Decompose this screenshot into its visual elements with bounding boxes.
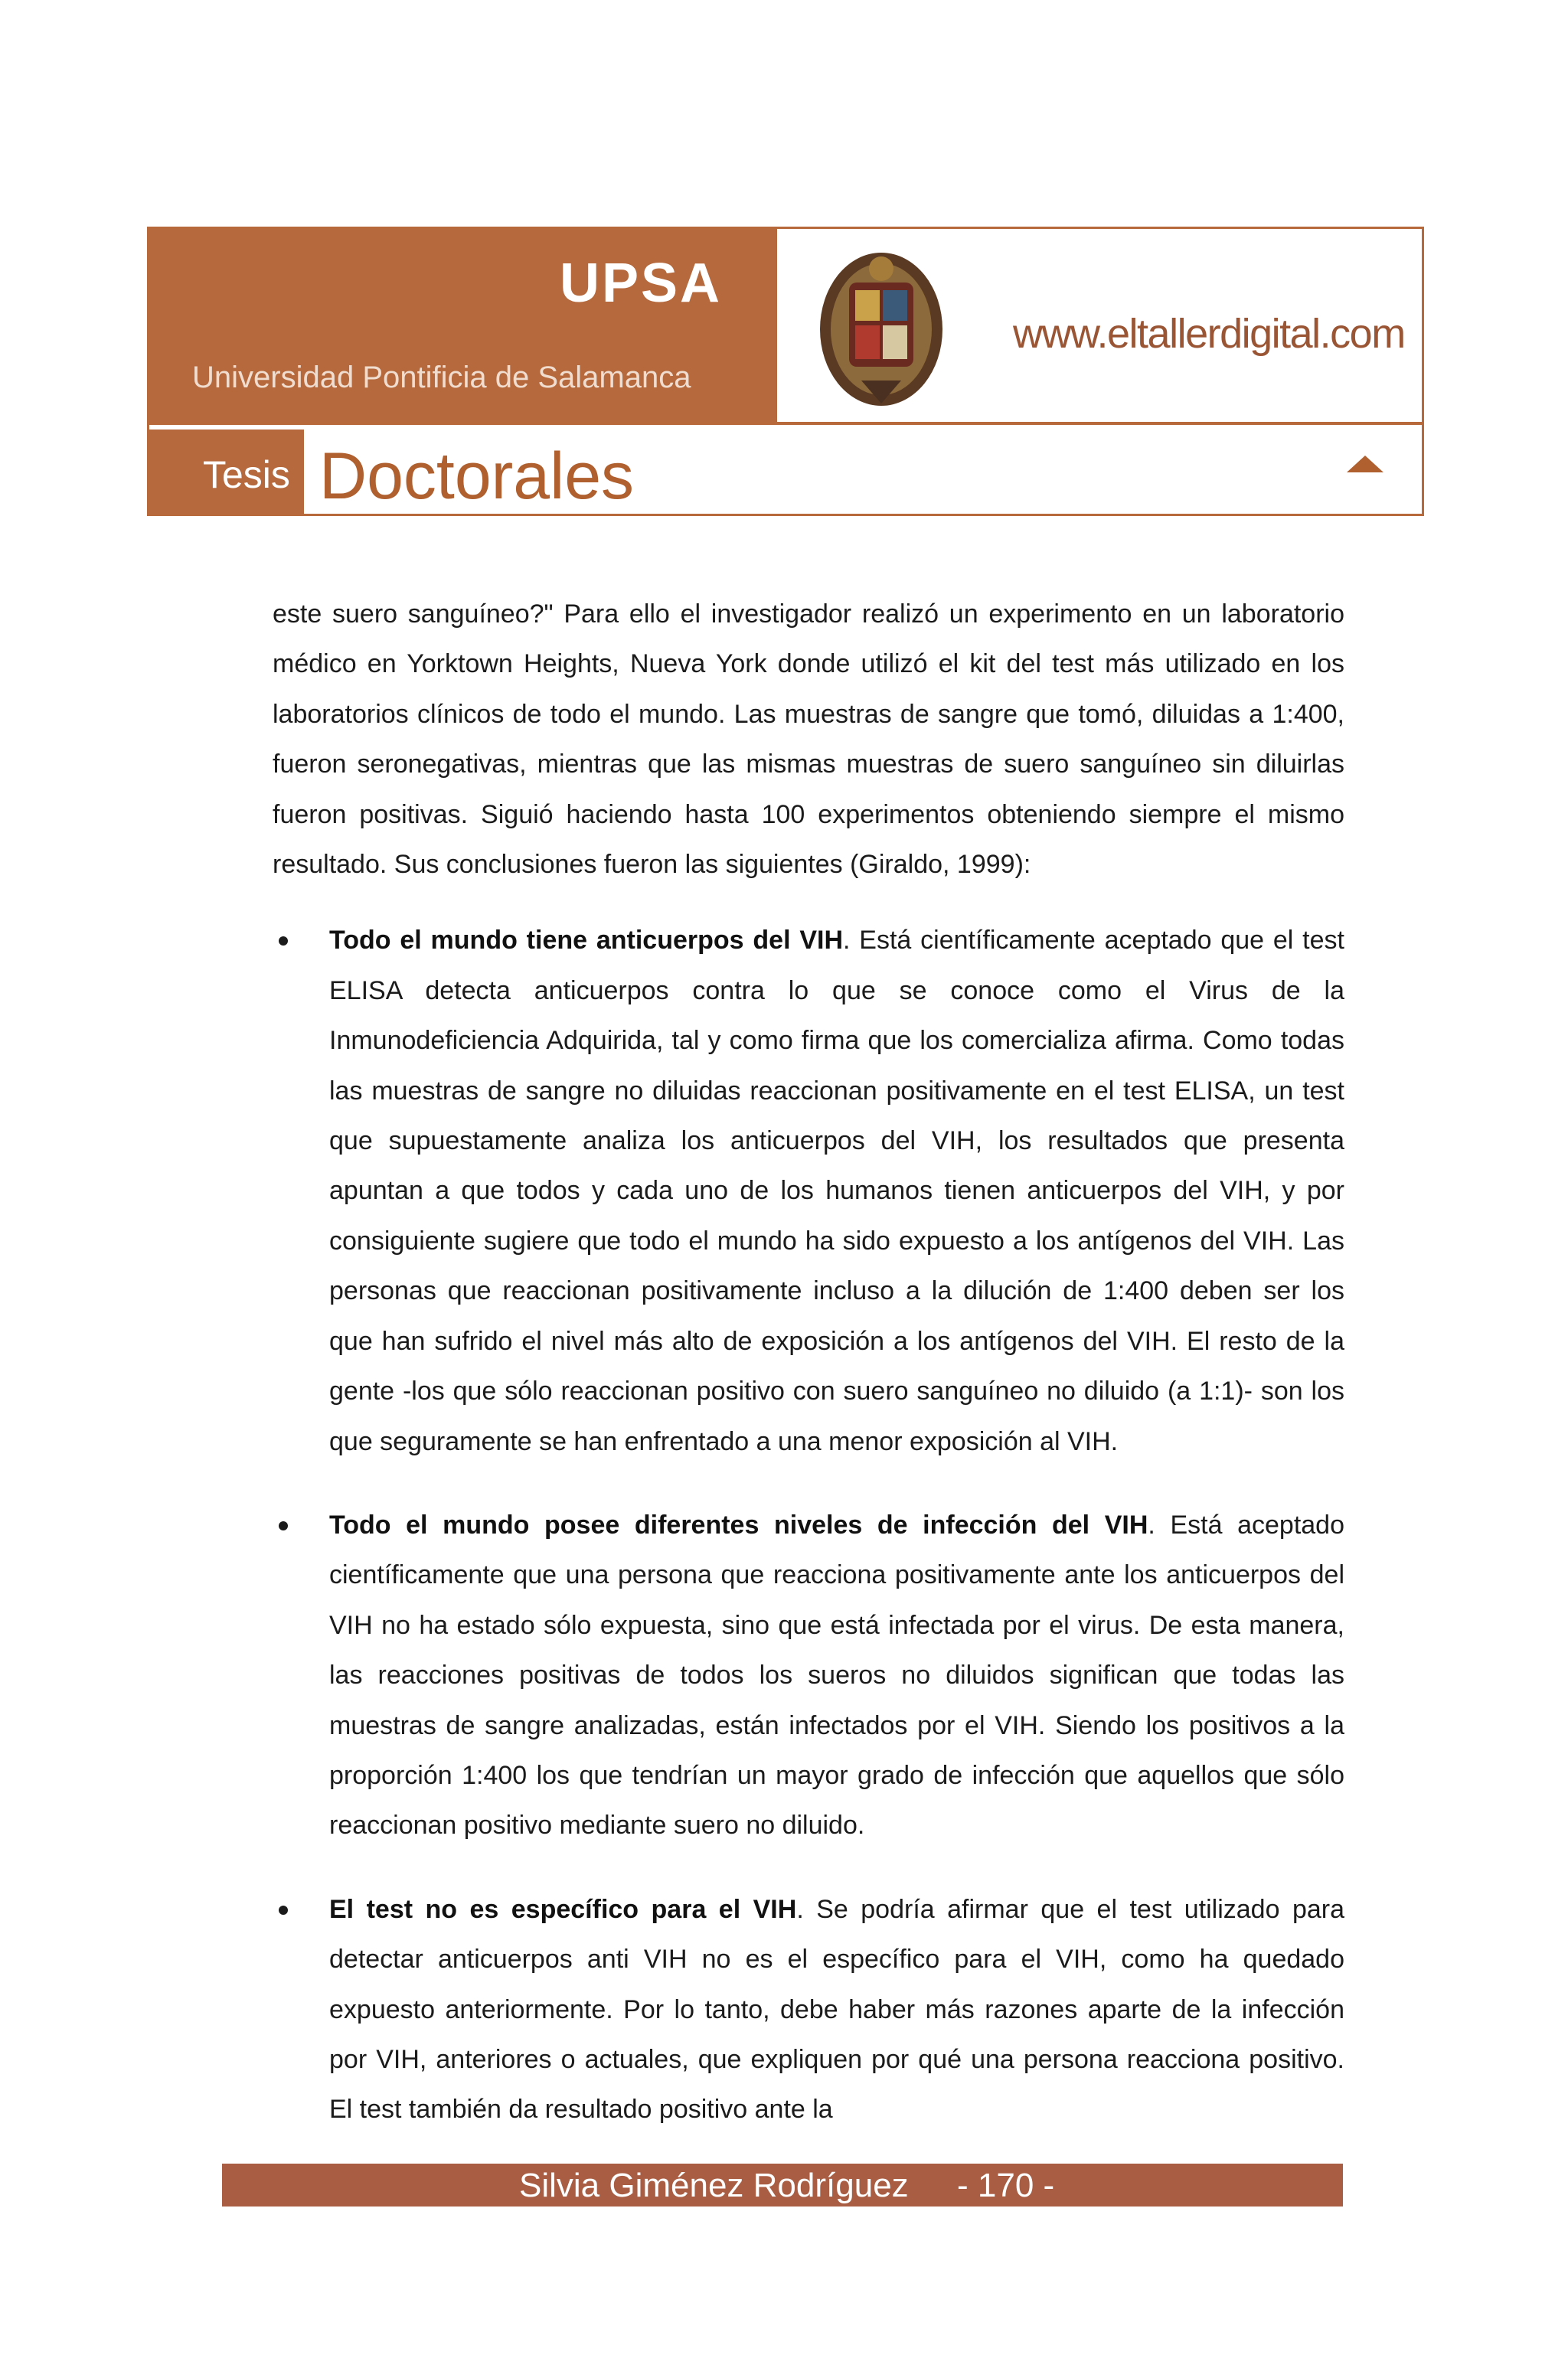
list-item <box>273 1501 1344 1851</box>
bullet-text: . Está científicamente aceptado que el test ELISA detecta anticuerpos contra lo que se conoce como el Virus de la Inmunodeficiencia Adquirida, tal y como firma que los comercializa afirma. Como todas las muestras de sangre no diluidas reaccionan positivamente en el test ELISA, un test que supuestamente analiza los anticuerpos del VIH, los resultados que presenta apuntan a que todos y cada uno de los humanos tienen anticuerpos del VIH, y por consiguiente sugiere que todo el mundo ha sido expuesto a los antígenos del VIH. Las personas que reaccionan positivamente incluso a la dilución de 1:400 deben ser los que han sufrido el nivel más alto de exposición a los antígenos del VIH. El resto de la gente -los que sólo reaccionan positivo con suero sanguíneo no diluido (a 1:1)- son los que seguramente se han enfrentado a una menor exposición al VIH. <box>329 926 1344 1456</box>
bullet-title: Todo el mundo posee diferentes niveles de infección del VIH <box>329 1510 1148 1540</box>
scroll-up-arrow-icon[interactable] <box>1347 456 1383 472</box>
list-item <box>273 1885 1344 2135</box>
header-banner <box>147 227 1424 516</box>
bullet-title: Todo el mundo tiene anticuerpos del VIH <box>329 926 844 955</box>
page-footer <box>222 2164 1343 2207</box>
university-crest-icon <box>815 246 947 413</box>
university-name: Universidad Pontificia de Salamanca <box>192 361 691 394</box>
conclusions-list <box>273 916 1344 2135</box>
site-url-link[interactable]: www.eltallerdigital.com <box>1013 311 1405 357</box>
banner-divider <box>149 422 1422 425</box>
bullet-text: . Se podría afirmar que el test utilizado para detectar anticuerpos anti VIH no es el específico para el VIH, como ha quedado expuesto anteriormente. Por lo tanto, debe haber más razones aparte de la infección por VIH, anteriores o actuales, que expliquen por qué una persona reacciona positivo. El test también da resultado positivo ante la <box>329 1894 1344 2125</box>
bullet-icon <box>279 1521 288 1530</box>
footer-author: Silvia Giménez Rodríguez <box>519 2167 909 2204</box>
list-item <box>273 916 1344 1466</box>
bullet-icon <box>279 936 288 946</box>
bullet-text: . Está aceptado científicamente que una persona que reacciona positivamente ante los anticuerpos del VIH no ha estado sólo expuesta, sino que está infectada por el virus. De esta manera, las reacciones positivas de todos los sueros no diluidos significan que todas las muestras de sangre analizadas, están infectados por el VIH. Siendo los positivos a la proporción 1:400 los que tendrían un mayor grado de infección que aquellos que sólo reaccionan positivo mediante suero no diluido. <box>329 1510 1345 1841</box>
tesis-label: Tesis <box>203 453 290 496</box>
bullet-title: El test no es específico para el VIH <box>329 1894 797 1924</box>
doctorales-title: Doctorales <box>319 439 635 513</box>
page-number: - 170 - <box>957 2167 1055 2204</box>
document-body <box>273 590 1344 2169</box>
brand-name: UPSA <box>560 253 723 314</box>
intro-paragraph: este suero sanguíneo?" Para ello el investigador realizó un experimento en un laboratorio médico en Yorktown Heights, Nueva York donde utilizó el kit del test más utilizado en los laboratorios clínicos de todo el mundo. Las muestras de sangre que tomó, diluidas a 1:400, fueron seronegativas, mientras que las mismas muestras de suero sanguíneo sin diluirlas fueron positivas. Siguió haciendo hasta 100 experimentos obteniendo siempre el mismo resultado. Sus conclusiones fueron las siguientes (Giraldo, 1999): <box>273 599 1344 880</box>
brand-panel <box>149 229 777 422</box>
bullet-icon <box>279 1906 288 1915</box>
